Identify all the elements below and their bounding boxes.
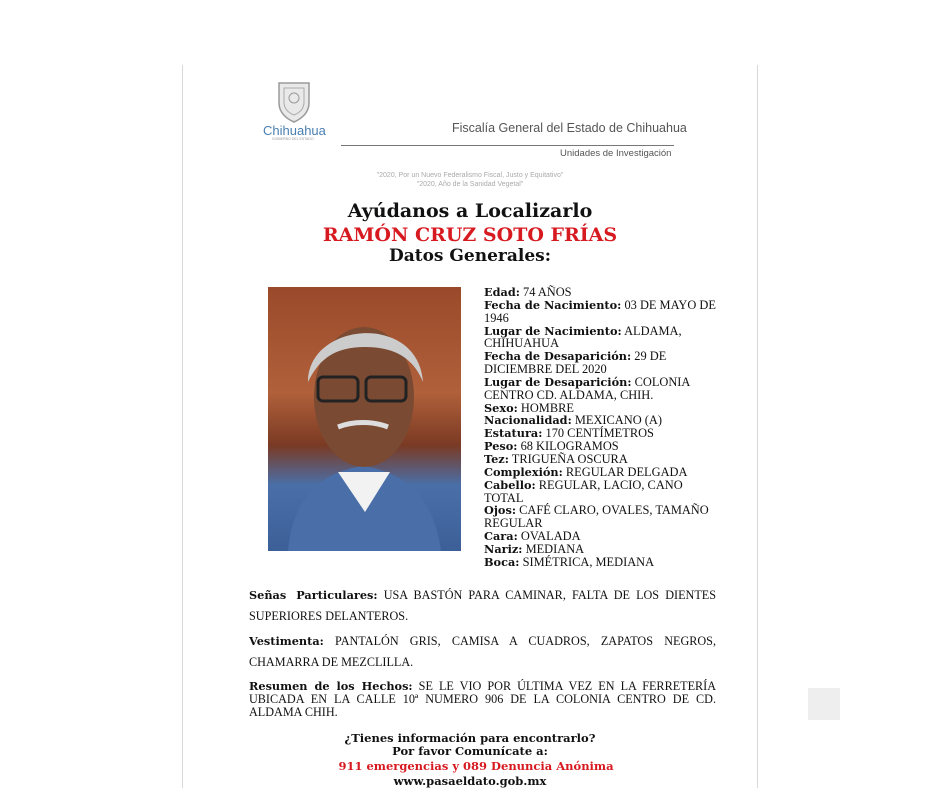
field-label: Cabello: [484,477,536,492]
field-value: HOMBRE [520,400,574,415]
field-label: Tez: [484,451,509,466]
senas-label: Señas Particulares: [249,588,378,602]
field-value: TRIGUEÑA OSCURA [511,451,628,466]
field-value: OVALADA [520,529,581,544]
field-value: MEXICANO (A) [574,413,662,428]
logo-subtext: GOBIERNO DEL ESTADO [272,137,314,141]
senas-particulares [249,585,716,627]
field-label: Fecha de Nacimiento: [484,297,622,312]
field-label: Edad: [484,285,520,299]
field-label: Lugar de Nacimiento: [484,323,622,338]
headline: Ayúdanos a Localizarlo [347,200,593,222]
field-row [484,350,716,376]
vestimenta-label: Vestimenta: [249,634,324,648]
field-row [484,479,716,505]
contact-phones: 911 emergencias y 089 Denuncia Anónima [338,759,614,773]
seal-logo [276,80,312,124]
field-value: REGULAR, LACIO, CANO TOTAL [484,477,683,505]
field-value: SIMÉTRICA, MEDIANA [522,554,655,569]
section-title: Datos Generales: [388,246,552,266]
page-border-right [757,65,758,788]
field-row [484,325,716,351]
resumen-hechos [249,680,716,719]
vestimenta-value: PANTALÓN GRIS, CAMISA A CUADROS, ZAPATOS NEGROS, CHAMARRA DE MEZCLILLA. [249,634,716,669]
field-value: MEDIANA [525,541,585,556]
field-value: 170 CENTÍMETROS [545,426,654,441]
field-label: Peso: [484,439,518,454]
field-label: Nacionalidad: [484,413,572,428]
field-value: 68 KILOGRAMOS [520,439,619,454]
senas-value: USA BASTÓN PARA CAMINAR, FALTA DE LOS DIENTES SUPERIORES DELANTEROS. [249,588,716,623]
field-row [484,376,716,402]
contact-website[interactable]: www.pasaeldato.gob.mx [393,774,547,788]
general-data-list [484,286,716,569]
motto-2: "2020, Año de la Sanidad Vegetal" [416,181,524,188]
header-divider [341,145,674,146]
field-value: ALDAMA, CHIHUAHUA [484,323,682,351]
resumen-label: Resumen de los Hechos: [249,679,413,693]
contact-question: ¿Tienes información para encontrarlo? [344,731,596,745]
field-label: Fecha de Desaparición: [484,349,632,364]
missing-person-name: RAMÓN CRUZ SOTO FRÍAS [322,224,618,246]
field-value: CAFÉ CLARO, OVALES, TAMAÑO REGULAR [484,503,709,531]
vestimenta [249,631,716,673]
field-value: COLONIA CENTRO CD. ALDAMA, CHIH. [484,374,690,402]
field-label: Nariz: [484,541,523,556]
field-value: REGULAR DELGADA [565,464,688,479]
unit-name: Unidades de Investigación [560,148,672,159]
field-label: Sexo: [484,400,518,415]
motto-1: "2020, Por un Nuevo Federalismo Fiscal, Justo y Equitativo" [376,172,564,179]
field-value: 29 DE DICIEMBRE DEL 2020 [484,349,667,377]
field-label: Boca: [484,554,520,569]
contact-please: Por favor Comunícate a: [392,744,548,758]
field-value: 03 DE MAYO DE 1946 [484,297,716,325]
person-photo [268,287,461,551]
agency-name: Fiscalía General del Estado de Chihuahua [452,121,687,135]
field-label: Ojos: [484,503,516,518]
field-value: 74 AÑOS [523,285,572,299]
field-row [484,504,716,530]
field-row [484,299,716,325]
field-label: Complexión: [484,464,563,479]
field-label: Estatura: [484,426,543,441]
field-label: Lugar de Desaparición: [484,374,632,389]
field-label: Cara: [484,529,518,544]
page-border-left [182,65,183,788]
field-row [484,556,716,569]
logo-text: Chihuahua [263,123,326,138]
scroll-to-top-button[interactable] [808,688,840,720]
resumen-value: SE LE VIO POR ÚLTIMA VEZ EN LA FERRETERÍA UBICADA EN LA CALLE 10ª NUMERO 906 DE LA COLONIA CENTRO DE CD. ALDAMA CHIH. [249,679,717,719]
